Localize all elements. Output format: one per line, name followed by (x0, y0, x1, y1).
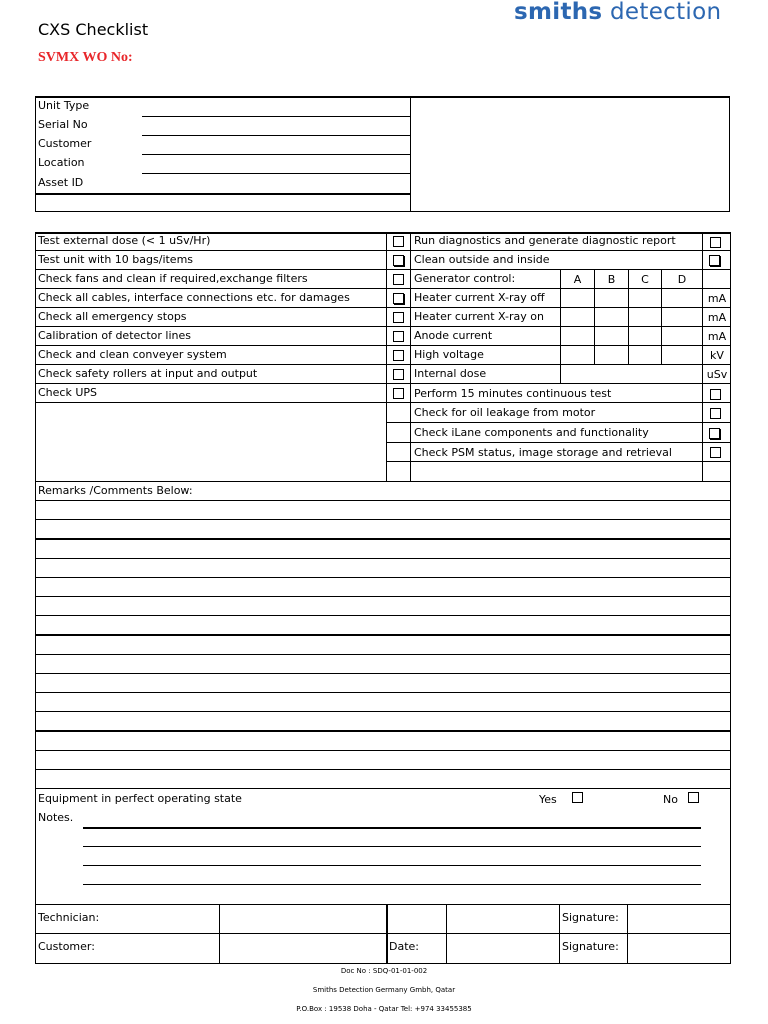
checkbox-calibration[interactable] (393, 331, 404, 342)
checkbox-yes[interactable] (572, 792, 583, 803)
notes-line[interactable] (83, 865, 701, 866)
row-line (410, 383, 731, 384)
unit-type-line[interactable] (142, 116, 410, 117)
unit-info-bottom-rule (35, 193, 411, 195)
generator-col-b: B (607, 273, 616, 286)
unit-type-label: Unit Type (38, 99, 90, 112)
serial-no-label: Serial No (38, 118, 88, 131)
checkbox-continuous-test[interactable] (710, 389, 721, 400)
remarks-line[interactable] (35, 654, 731, 655)
row-line (35, 288, 411, 289)
remarks-line[interactable] (35, 615, 731, 616)
notes-line[interactable] (83, 827, 701, 829)
customer-label: Customer (38, 137, 92, 150)
check-item-cables: Check all cables, interface connections etc. for damages (38, 291, 350, 304)
check-item-clean: Clean outside and inside (414, 253, 550, 266)
row-line (410, 364, 731, 365)
technician-name-field[interactable] (220, 905, 386, 933)
location-label: Location (38, 156, 85, 169)
remarks-line[interactable] (35, 596, 731, 597)
yes-label: Yes (539, 793, 557, 806)
unit-heater-off: mA (707, 292, 727, 305)
check-item-diagnostics: Run diagnostics and generate diagnostic report (414, 234, 676, 247)
column-line (560, 269, 561, 383)
column-line (410, 232, 411, 482)
remarks-line[interactable] (35, 769, 731, 770)
checkbox-emergency-stops[interactable] (393, 312, 404, 323)
row-line (386, 461, 731, 462)
row-line (410, 307, 731, 308)
remarks-line[interactable] (35, 692, 731, 693)
signoff-column-line (386, 904, 388, 964)
checkbox-external-dose[interactable] (393, 236, 404, 247)
operating-state-label: Equipment in perfect operating state (38, 792, 242, 805)
checkbox-cables[interactable] (393, 293, 404, 304)
remarks-line[interactable] (35, 558, 731, 559)
measure-anode-current: Anode current (414, 329, 493, 342)
no-label: No (663, 793, 678, 806)
check-item-continuous-test: Perform 15 minutes continuous test (414, 387, 612, 400)
remarks-label: Remarks /Comments Below: (38, 484, 193, 497)
checkbox-psm[interactable] (710, 447, 721, 458)
date-field[interactable] (447, 934, 559, 963)
check-item-conveyer: Check and clean conveyer system (38, 348, 227, 361)
remarks-line[interactable] (35, 711, 731, 712)
unit-internal-dose: uSv (706, 368, 728, 381)
generator-col-d: D (677, 273, 687, 286)
measure-heater-on: Heater current X-ray on (414, 310, 544, 323)
checkbox-fans-filters[interactable] (393, 274, 404, 285)
check-item-emergency-stops: Check all emergency stops (38, 310, 187, 323)
row-line (35, 364, 411, 365)
unit-heater-on: mA (707, 311, 727, 324)
row-line (410, 326, 731, 327)
technician-label: Technician: (38, 911, 100, 924)
generator-col-c: C (641, 273, 649, 286)
company-logo (514, 0, 721, 25)
notes-line[interactable] (83, 884, 701, 885)
checkbox-test-bags[interactable] (393, 255, 404, 266)
remarks-line[interactable] (35, 577, 731, 578)
row-line (410, 288, 731, 289)
remarks-line[interactable] (35, 634, 731, 636)
date-label: Date: (389, 940, 419, 953)
remarks-line[interactable] (35, 788, 731, 789)
row-line (410, 345, 731, 346)
checkbox-conveyer[interactable] (393, 350, 404, 361)
footer-doc-no: Doc No : SDQ-01-01-002 (340, 967, 428, 975)
checkbox-oil-leakage[interactable] (710, 408, 721, 419)
logo-word-smiths: smiths (514, 0, 603, 25)
unit-high-voltage: kV (710, 349, 724, 362)
row-line (386, 442, 731, 443)
row-line (386, 422, 731, 423)
footer-company: Smiths Detection Germany Gmbh, Qatar (312, 986, 456, 994)
work-order-label: SVMX WO No: (38, 50, 133, 65)
customer-name-field[interactable] (220, 934, 386, 963)
notes-label: Notes. (38, 811, 74, 824)
checkbox-clean[interactable] (709, 255, 720, 266)
asset-id-label: Asset ID (38, 176, 84, 189)
remarks-line[interactable] (35, 500, 731, 501)
notes-line[interactable] (83, 846, 701, 847)
signoff-column-line (559, 904, 560, 964)
generator-control-label: Generator control: (414, 272, 516, 285)
check-item-external-dose: Test external dose (< 1 uSv/Hr) (38, 234, 211, 247)
measure-internal-dose: Internal dose (414, 367, 487, 380)
checkbox-ilane[interactable] (709, 428, 720, 439)
row-line (410, 250, 731, 251)
check-item-test-bags: Test unit with 10 bags/items (38, 253, 194, 266)
row-line (35, 345, 411, 346)
check-item-ilane: Check iLane components and functionality (414, 426, 649, 439)
row-line (35, 326, 411, 327)
check-item-psm: Check PSM status, image storage and retrieval (414, 446, 672, 459)
remarks-frame (35, 481, 731, 964)
serial-no-line[interactable] (142, 135, 410, 136)
customer-sign-label: Customer: (38, 940, 95, 953)
unit-anode-current: mA (707, 330, 727, 343)
checkbox-safety-rollers[interactable] (393, 369, 404, 380)
row-line (35, 402, 411, 403)
measure-heater-off: Heater current X-ray off (414, 291, 545, 304)
remarks-line[interactable] (35, 673, 731, 674)
check-item-fans-filters: Check fans and clean if required,exchange filters (38, 272, 308, 285)
check-item-ups: Check UPS (38, 386, 98, 399)
remarks-line[interactable] (35, 519, 731, 520)
technician-signature-label: Signature: (562, 911, 619, 924)
technician-signature-field[interactable] (628, 905, 730, 933)
checkbox-diagnostics[interactable] (710, 237, 721, 248)
customer-signature-label: Signature: (562, 940, 619, 953)
column-line (386, 232, 387, 482)
check-item-calibration: Calibration of detector lines (38, 329, 191, 342)
footer-address: P.O.Box : 19538 Doha - Qatar Tel: +974 33455385 (296, 1005, 472, 1013)
measure-high-voltage: High voltage (414, 348, 484, 361)
remarks-line[interactable] (35, 538, 731, 540)
customer-signature-field[interactable] (628, 934, 730, 963)
checkbox-no[interactable] (688, 792, 699, 803)
logo-word-detection: detection (610, 0, 722, 25)
location-line[interactable] (142, 173, 410, 174)
check-item-oil-leakage: Check for oil leakage from motor (414, 406, 596, 419)
remarks-line[interactable] (35, 750, 731, 751)
row-line (35, 250, 411, 251)
generator-col-a: A (573, 273, 582, 286)
row-line (35, 269, 411, 270)
checkbox-ups[interactable] (393, 388, 404, 399)
row-line (35, 307, 411, 308)
check-item-safety-rollers: Check safety rollers at input and output (38, 367, 258, 380)
remarks-line[interactable] (35, 730, 731, 732)
customer-line[interactable] (142, 154, 410, 155)
row-line (35, 383, 411, 384)
row-line (410, 402, 731, 403)
page-title: CXS Checklist (38, 20, 149, 39)
row-line (410, 269, 731, 270)
